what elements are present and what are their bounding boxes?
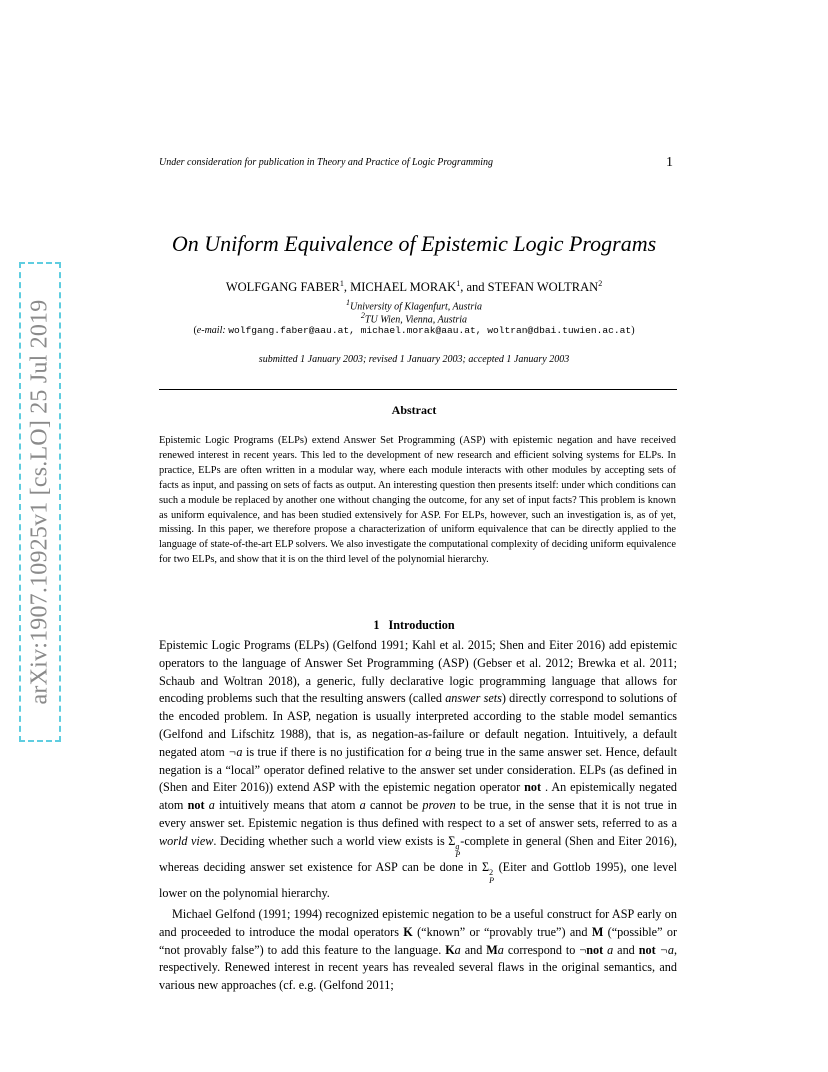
text-run: correspond to ¬ [503,942,587,957]
sigma-symbol: Σ [482,859,490,874]
text-run: is true if there is no justification for [242,744,426,759]
math-expr: ¬a [655,942,674,957]
affiliation-2 [0,311,828,325]
email-addresses: wolfgang.faber@aau.at, michael.morak@aau.at, woltran@dbai.tuwien.ac.at [228,325,632,336]
submission-dates: submitted 1 January 2003; revised 1 January 2003; accepted 1 January 2003 [258,354,570,365]
operator-not: not [586,942,604,957]
section-title: Introduction [388,618,455,632]
operator-not: not [638,942,656,957]
complexity-class [448,833,461,859]
email-paren-close: ) [631,325,635,336]
arxiv-id: arXiv:1907.10925v1 [cs.LO] 25 Jul 2019 [26,299,53,705]
math-var: a [497,942,504,957]
text-run: and [460,942,487,957]
section-heading [0,618,828,633]
affiliation-name: TU Wien, Vienna, Austria [364,314,468,326]
superscript: g [455,841,460,851]
math-var: a [204,798,215,813]
text-run: to be true, in the sense that it is not true in every answer set. Epistemic negation is thus defined with respect to a set of answer sets, referred to as a [159,798,677,830]
text-run: , respectively. Renewed interest in recent years has revealed several flaws in the original semantics, and various new approaches (cf. e.g. (Gelfond 2011; [159,942,677,993]
abstract-heading: Abstract [391,403,437,417]
text-run: (Eiter and Gottlob 1995), one level lower on the polynomial hierarchy. [159,859,677,900]
math-var: a [454,942,461,957]
emphasis: world view [159,833,214,848]
email-paren-open: ( [193,325,197,336]
email-label: e-mail: [196,325,226,336]
text-run: and [613,942,639,957]
operator-k: K [403,924,413,939]
text-run: intuitively means that atom [214,798,360,813]
author-name: WOLFGANG FABER [225,280,340,295]
text-run: (“possible” or “not provably false”) to add this feature to the language. [159,924,677,957]
subscript: P [489,875,494,885]
page-number: 1 [666,155,673,170]
emphasis: answer sets [445,691,502,706]
text-run: cannot be [365,798,423,813]
superscript: 2 [489,867,494,877]
text-run: . An epistemically negated atom [159,780,677,813]
operator-k: K [445,942,455,957]
affiliation-name: University of Klagenfurt, Austria [349,301,483,313]
running-head: Under consideration for publication in Theory and Practice of Logic Programming [159,157,494,168]
text-run: -complete in general (Shen and Eiter 2016), whereas deciding answer set existence for ASP can be done in [159,833,677,874]
author-name: , and STEFAN WOLTRAN [460,280,599,295]
text-run: Epistemic Logic Programs (ELPs) (Gelfond 1991; Kahl et al. 2015; Shen and Eiter 2016) add epistemic operators to the language of Answer Set Programming (ASP) (Gebser et al. 2012; Brewka et al. 2011; Schaub and Woltran 2018), a generic, fully declarative logic programming language that allows for encoding problems such that the resulting answers (called [159,638,677,706]
intro-paragraph-2 [159,906,677,995]
text-run: (“known” or “provably true”) and [412,924,592,939]
text-run: Michael Gelfond (1991; 1994) recognized epistemic negation to be a useful construct for ASP early on and proceeded to introduce the modal operators [159,907,677,939]
math-var: a [425,744,432,759]
operator-m: M [591,924,604,939]
math-expr: ¬a [228,744,243,759]
email-line [0,325,828,336]
affiliation-marker: 1 [345,298,350,307]
header-rule [159,389,677,390]
author-name: , MICHAEL MORAK [343,280,457,295]
text-run: . Deciding whether such a world view exists is [213,833,449,848]
operator-not: not [524,780,542,795]
math-var: a [603,942,614,957]
operator-not: not [187,798,205,813]
text-run: being true in the same answer set. Hence, default negation is a “local” operator defined relative to the answer set under consideration. ELPs (as defined in (Shen and Eiter 2016)) extend ASP with the epistemic negation operator [159,744,678,795]
complexity-class [482,859,494,885]
text-run: ) directly correspond to solutions of the encoded problem. In ASP, negation is usually interpreted according to the stable model semantics (Gelfond and Lifschitz 1988), that is, as negation-as-failure or default negation. Intuitively, a default negated atom [159,691,677,759]
emphasis: proven [422,798,456,813]
author-affil-marker: 1 [339,279,344,288]
author-affil-marker: 1 [456,279,461,288]
author-affil-marker: 2 [598,279,603,288]
section-number: 1 [373,618,380,632]
intro-paragraph-1 [159,637,677,903]
author-list [0,279,828,295]
operator-m: M [486,942,498,957]
subscript: P [455,849,461,859]
paper-title: On Uniform Equivalence of Epistemic Logic Programs [171,231,657,256]
math-var: a [359,798,366,813]
abstract-text: Epistemic Logic Programs (ELPs) extend Answer Set Programming (ASP) with epistemic negation and have received renewed interest in recent years. This led to the development of new research and efficient solving systems for ELPs. In practice, ELPs are often written in a modular way, where each module interacts with other modules by accepting sets of facts as input, and passing on sets of facts as output. An interesting question then presents itself: under which conditions can such a module be replaced by another one without changing the outcome, for any set of input facts? This problem is known as uniform equivalence, and has been studied extensively for ASP. For ELPs, however, such an investigation is, as of yet, missing. In this paper, we therefore propose a characterization of uniform equivalence that can be directly applied to the language of state-of-the-art ELP solvers. We also investigate the computational complexity of deciding uniform equivalence for two ELPs, and show that it is on the third level of the polynomial hierarchy. [159,435,676,566]
affiliation-marker: 2 [360,311,365,320]
sigma-symbol: Σ [448,833,456,848]
